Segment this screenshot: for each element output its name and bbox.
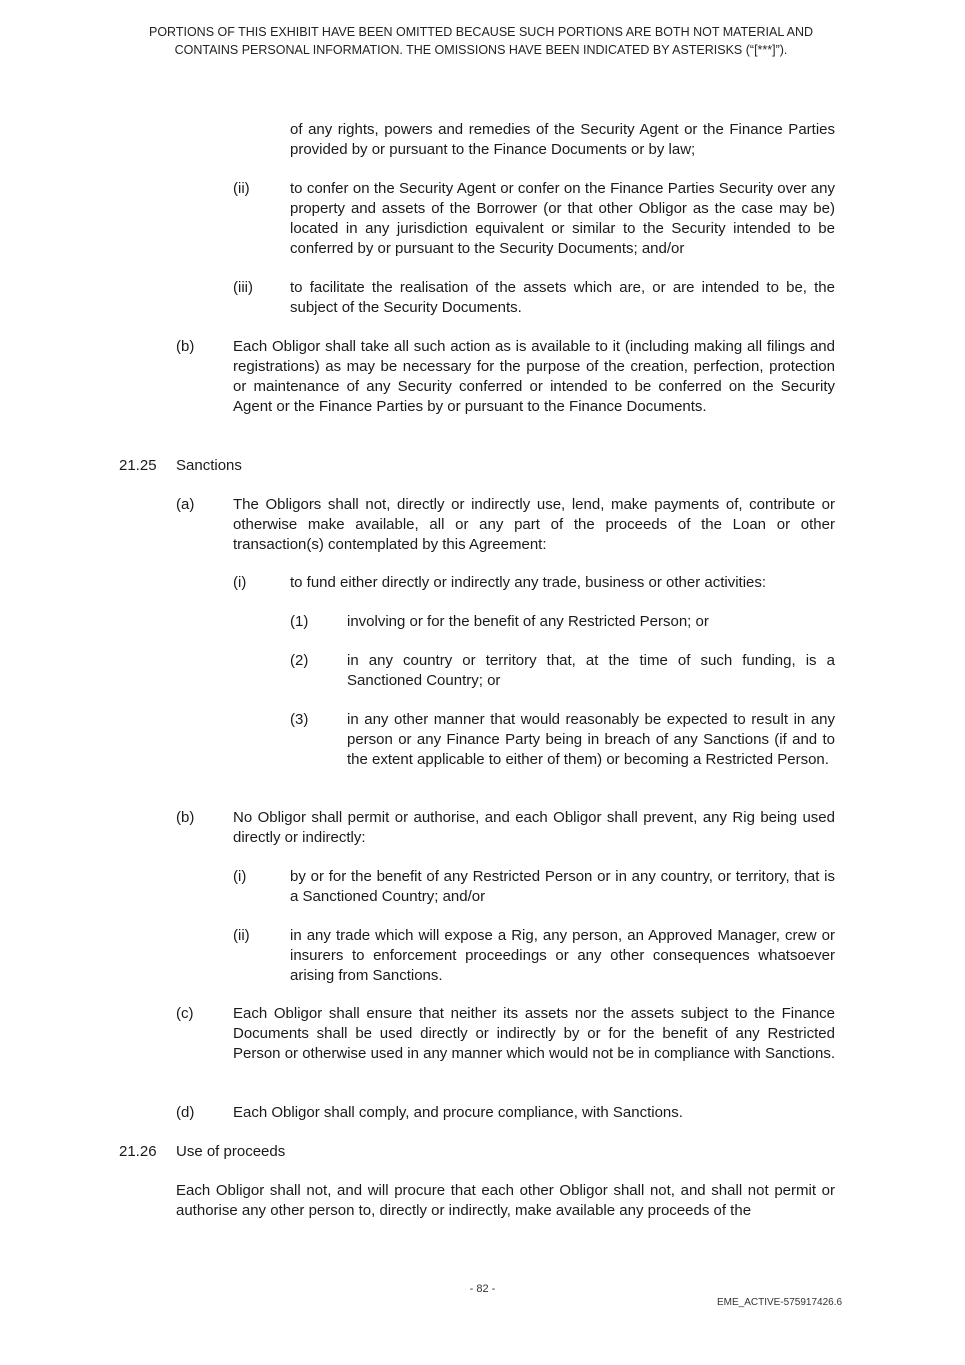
item-3-label: (3)	[290, 711, 309, 728]
page-header-notice	[120, 23, 842, 59]
item-3-text: in any other manner that would reasonably be expected to result in any person or any Finance Party being in breach of any Sanctions (if and to the extent applicable to either of them) or becoming a Restricted Person.	[347, 711, 835, 768]
sanctions-a-text: The Obligors shall not, directly or indirectly use, lend, make payments of, contribute or otherwise make available, all or any part of the proceeds of the Loan or other transaction(s) contemplated by this Agreement:	[233, 496, 835, 553]
sanctions-b-text: No Obligor shall permit or authorise, and each Obligor shall prevent, any Rig being used directly or indirectly:	[233, 809, 835, 846]
item-2-text: in any country or territory that, at the time of such funding, is a Sanctioned Country; or	[347, 652, 835, 689]
section-21-25-number: 21.25	[119, 457, 157, 474]
clause-ii-label: (ii)	[233, 180, 250, 197]
sanctions-b-ii-label: (ii)	[233, 927, 250, 944]
item-1-text: involving or for the benefit of any Restricted Person; or	[347, 613, 709, 630]
sanctions-b-i-label: (i)	[233, 868, 247, 885]
clause-b-label: (b)	[176, 338, 195, 355]
clause-iii-text: to facilitate the realisation of the assets which are, or are intended to be, the subject of the Security Documents.	[290, 279, 835, 316]
sanctions-d-label: (d)	[176, 1104, 195, 1121]
use-of-proceeds-text: Each Obligor shall not, and will procure that each other Obligor shall not, and shall not permit or authorise any other person to, directly or indirectly, make available any proceeds of the	[176, 1182, 835, 1219]
section-21-25-title: Sanctions	[176, 457, 242, 474]
header-line-1: PORTIONS OF THIS EXHIBIT HAVE BEEN OMITTED BECAUSE SUCH PORTIONS ARE BOTH NOT MATERIAL AND	[148, 25, 813, 39]
sanctions-c-text: Each Obligor shall ensure that neither its assets nor the assets subject to the Finance Documents shall be used directly or indirectly by or for the benefit of any Restricted Person or otherwise used in any manner which would not be in compliance with Sanctions.	[233, 1005, 835, 1062]
sanctions-b-i-text: by or for the benefit of any Restricted Person or in any country, or territory, that is a Sanctioned Country; and/or	[290, 868, 835, 905]
sanctions-a-i-text: to fund either directly or indirectly any trade, business or other activities:	[290, 574, 767, 591]
section-21-26-title: Use of proceeds	[176, 1143, 286, 1160]
clause-b-text: Each Obligor shall take all such action as is available to it (including making all filings and registrations) as may be necessary for the purpose of the creation, perfection, protection or maintenance of any Security conferred or intended to be conferred on the Security Agent or the Finance Parties by or pursuant to the Finance Documents.	[233, 338, 835, 415]
document-reference: EME_ACTIVE-575917426.6	[717, 1297, 843, 1308]
clause-iii-label: (iii)	[233, 279, 253, 296]
sanctions-a-i-label: (i)	[233, 574, 247, 591]
continued-paragraph: of any rights, powers and remedies of the Security Agent or the Finance Parties provided by or pursuant to the Finance Documents or by law;	[290, 121, 835, 158]
sanctions-a-label: (a)	[176, 496, 195, 513]
sanctions-b-label: (b)	[176, 809, 195, 826]
section-21-26-number: 21.26	[119, 1143, 157, 1160]
sanctions-c-label: (c)	[176, 1005, 194, 1022]
sanctions-d-text: Each Obligor shall comply, and procure compliance, with Sanctions.	[233, 1104, 683, 1121]
clause-ii-text: to confer on the Security Agent or confer on the Finance Parties Security over any property and assets of the Borrower (or that other Obligor as the case may be) located in any jurisdiction equivalent or similar to the Security intended to be conferred by or pursuant to the Security Documents; and/or	[290, 180, 835, 257]
item-1-label: (1)	[290, 613, 309, 630]
header-line-2: CONTAINS PERSONAL INFORMATION. THE OMISSIONS HAVE BEEN INDICATED BY ASTERISKS (“[***]”).	[174, 43, 788, 57]
page-number: - 82 -	[469, 1283, 496, 1295]
sanctions-b-ii-text: in any trade which will expose a Rig, any person, an Approved Manager, crew or insurers to enforcement proceedings or any other consequences whatsoever arising from Sanctions.	[290, 927, 835, 984]
item-2-label: (2)	[290, 652, 309, 669]
